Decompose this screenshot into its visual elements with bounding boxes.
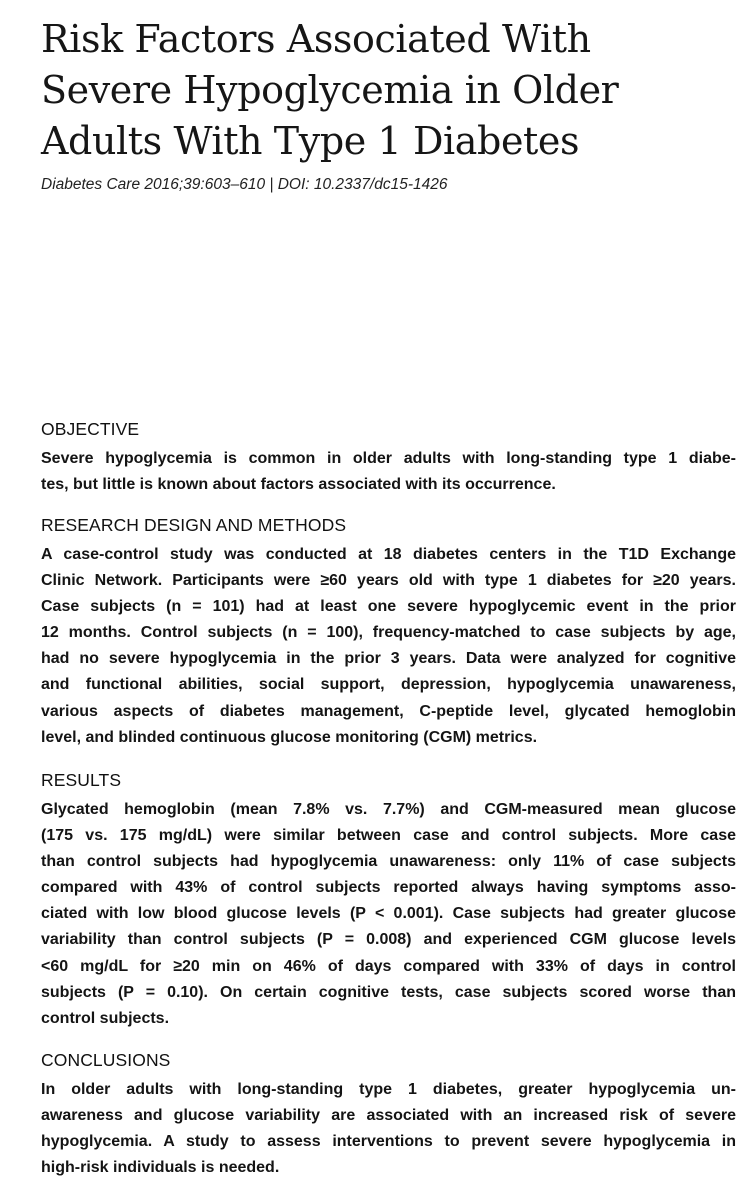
body-line: various aspects of diabetes management, C-peptide level, glycated hemoglobin (41, 702, 736, 720)
body-line: 12 months. Control subjects (n = 100), frequency-matched to case subjects by age, (41, 624, 736, 642)
section-body (41, 1077, 736, 1181)
section-body (41, 446, 736, 498)
body-line: hypoglycemia. A study to assess interventions to prevent severe hypoglycemia in (41, 1133, 736, 1151)
title-line: Adults With Type 1 Diabetes (41, 119, 580, 163)
citation-line: Diabetes Care 2016;39:603–610 | DOI: 10.2337/dc15-1426 (41, 176, 448, 193)
body-line: Clinic Network. Participants were ≥60 years old with type 1 diabetes for ≥20 years. (41, 572, 736, 590)
body-line: Case subjects (n = 101) had at least one severe hypoglycemic event in the prior (41, 598, 736, 616)
title-line: Risk Factors Associated With (41, 17, 591, 61)
body-line: had no severe hypoglycemia in the prior 3 years. Data were analyzed for cognitive (41, 650, 736, 668)
body-line: than control subjects had hypoglycemia unawareness: only 11% of case subjects (41, 853, 736, 871)
body-line: high-risk individuals is needed. (41, 1159, 280, 1177)
body-line: Severe hypoglycemia is common in older adults with long-standing type 1 diabe- (41, 450, 736, 467)
body-line: variability than control subjects (P = 0.008) and experienced CGM glucose levels (41, 931, 736, 949)
section-heading: RESEARCH DESIGN AND METHODS (41, 515, 347, 535)
section-heading: CONCLUSIONS (41, 1050, 171, 1070)
body-line: level, and blinded continuous glucose monitoring (CGM) metrics. (41, 728, 538, 746)
section-body (41, 542, 736, 751)
article-title (41, 14, 741, 167)
results-section (41, 769, 736, 1032)
body-line: <60 mg/dL for ≥20 min on 46% of days compared with 33% of days in control (41, 957, 736, 975)
section-heading: RESULTS (41, 770, 122, 790)
section-body (41, 797, 736, 1032)
body-line: (175 vs. 175 mg/dL) were similar between case and control subjects. More case (41, 827, 736, 845)
body-line: tes, but little is known about factors associated with its occurrence. (41, 476, 556, 494)
body-line: A case-control study was conducted at 18 diabetes centers in the T1D Exchange (41, 546, 736, 563)
body-line: In older adults with long-standing type 1 diabetes, greater hypoglycemia un- (41, 1081, 736, 1098)
body-line: control subjects. (41, 1009, 170, 1027)
body-line: compared with 43% of control subjects reported always having symptoms asso- (41, 879, 736, 897)
body-line: awareness and glucose variability are associated with an increased risk of severe (41, 1107, 736, 1125)
body-line: subjects (P = 0.10). On certain cognitive tests, case subjects scored worse than (41, 983, 736, 1001)
body-line: Glycated hemoglobin (mean 7.8% vs. 7.7%) and CGM-measured mean glucose (41, 801, 736, 818)
body-line: ciated with low blood glucose levels (P < 0.001). Case subjects had greater glucose (41, 905, 736, 923)
section-heading: OBJECTIVE (41, 419, 140, 439)
methods-section (41, 514, 736, 751)
objective-section (41, 418, 736, 498)
body-line: and functional abilities, social support, depression, hypoglycemia unawareness, (41, 676, 736, 694)
title-line: Severe Hypoglycemia in Older (41, 68, 619, 112)
conclusions-section (41, 1049, 736, 1181)
